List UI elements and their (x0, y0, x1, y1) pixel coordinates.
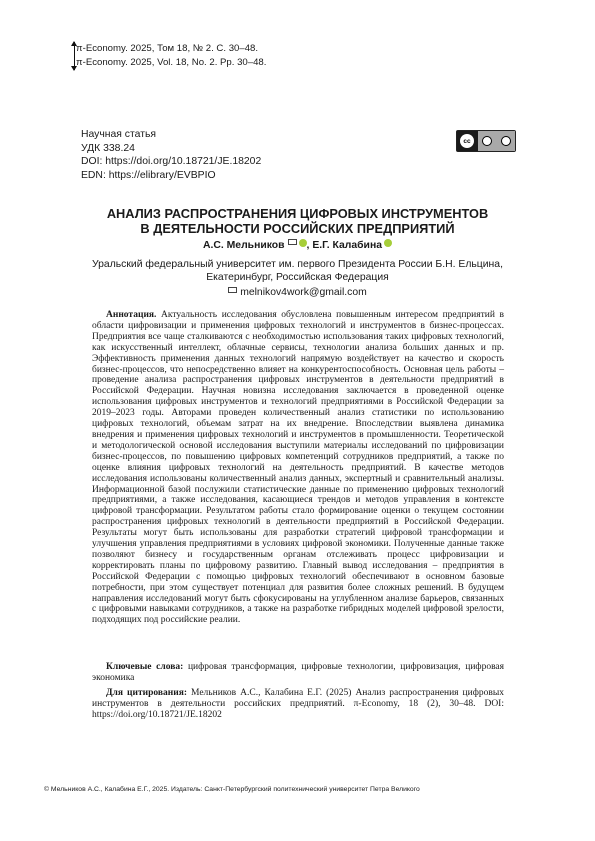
abstract-text: Актуальность исследования обусловлена повышенным интересом предприятий в области цифровизации и применения цифровых технологий и инструментов в бизнес-процессах. Предприятия все чаще сталкиваются с необходимостью использования таких цифровых технологий, как искусственный интеллект, облачные сервисы, технологии анализа больших данных и пр. Эффективность применения данных технологий напрямую воздействует на качество и скорость бизнес-процессов, что непосредственно влияет на конкурентоспособность. Основная цель работы – проведение анализа распространения цифровых инструментов в деятельности предприятий в Российской Федерации. Научная новизна исследования заключается в проведенной оценке использования цифровых инструментов и технологий предприятиями в Российской Федерации за 2019–2023 годы. Авторами проведен количественный анализ статистики по использованию цифровых технологий, объемам затрат на их внедрение. Впоследствии выявлена динамика внедрения и применения цифровых технологий и инструментов в промышленности. Теоретической и методологической основой исследования выступили материалы исследований по цифровизации бизнес-процессов, по повышению цифровых компетенций сотрудников предприятий, а также по оценке влияния цифровых технологий на деятельность предприятий. В качестве методов исследования использованы количественный анализ данных, экспертный и сравнительный анализы. Информационной базой послужили статистические данные по применению цифровых технологий предприятиями, а также исследования, касающиеся трендов и методов управления в контексте цифровой трансформации. Результатом работы стало формирование оценки о текущем состоянии распространения цифровых технологий в деятельности предприятий в Российской Федерации. Результаты могут быть использованы для разработки стратегий цифровой трансформации и улучшения управления предприятиями в условиях цифровой экономики. Полученные данные также позволяют бизнесу и государственным органам отслеживать процесс цифровизации и корректировать планы по цифровому развитию. Главный вывод исследования – предприятия в Российской Федерации с помощью цифровых технологий обеспечивают в основном базовые потребности, при этом существует потенциал для развития более сложных решений. В будущем направления исследований могут быть сфокусированы на углубленном анализе барьеров, связанных с цифровыми навыками сотрудников, а также на разработке гибридных моделей цифровой зрелости, подходящих под российские реалии. (92, 310, 504, 626)
mail-icon (228, 287, 237, 293)
journal-reference-ru: π-Economy. 2025, Том 18, № 2. С. 30–48. (76, 43, 259, 54)
abstract-label: Аннотация. (106, 310, 157, 320)
copyright-footer: © Мельников А.С., Калабина Е.Г., 2025. Издатель: Санкт-Петербургский политехнический университет Петра Великого (44, 786, 420, 793)
citation (92, 688, 504, 721)
author-1: А.С. Мельников (202, 240, 285, 251)
abstract (92, 310, 504, 626)
by-attribution-icon (482, 136, 492, 146)
journal-reference (68, 42, 266, 70)
orcid-icon[interactable] (299, 239, 307, 247)
cc-license-badge[interactable] (456, 130, 516, 152)
keywords-text: цифровая трансформация, цифровые технологии, цифровизация, цифровая экономика (92, 662, 505, 683)
citation-text: Мельников А.С., Калабина Е.Г. (2025) Анализ распространения цифровых инструментов в деятельности российских предприятий. π-Economy, 18 (2), 30–48. DOI: https://doi.org/10.18721/JE.18202 (92, 688, 504, 720)
mail-icon[interactable] (288, 239, 297, 245)
udc-code: УДК 338.24 (81, 142, 135, 154)
article-title: АНАЛИЗ РАСПРОСТРАНЕНИЯ ЦИФРОВЫХ ИНСТРУМЕНТОВ В ДЕЯТЕЛЬНОСТИ РОССИЙСКИХ ПРЕДПРИЯТИЙ (106, 206, 489, 236)
article-type: Научная статья (81, 129, 156, 140)
nc-noncommercial-icon (501, 136, 511, 146)
orcid-icon[interactable] (384, 239, 392, 247)
edn-link[interactable]: EDN: https://elibrary/EVBPIO (81, 169, 216, 181)
cc-icon: cc (460, 134, 474, 148)
keywords-label: Ключевые слова: (106, 662, 184, 672)
authors: А.С. Мельников , Е.Г. Калабина (81, 240, 514, 251)
email-link[interactable]: melnikov4work@gmail.com (240, 287, 367, 298)
doi-link[interactable]: DOI: https://doi.org/10.18721/JE.18202 (81, 156, 262, 168)
author-email (81, 287, 514, 298)
article-meta (81, 128, 261, 182)
affiliation: Уральский федеральный университет им. первого Президента России Б.Н. Ельцина, Екатеринбург, Российская Федерация (92, 259, 503, 283)
journal-reference-en: π-Economy. 2025, Vol. 18, No. 2. Pp. 30–48. (76, 57, 267, 68)
citation-label: Для цитирования: (106, 688, 188, 698)
keywords (92, 662, 504, 684)
author-2: Е.Г. Калабина (312, 240, 382, 251)
